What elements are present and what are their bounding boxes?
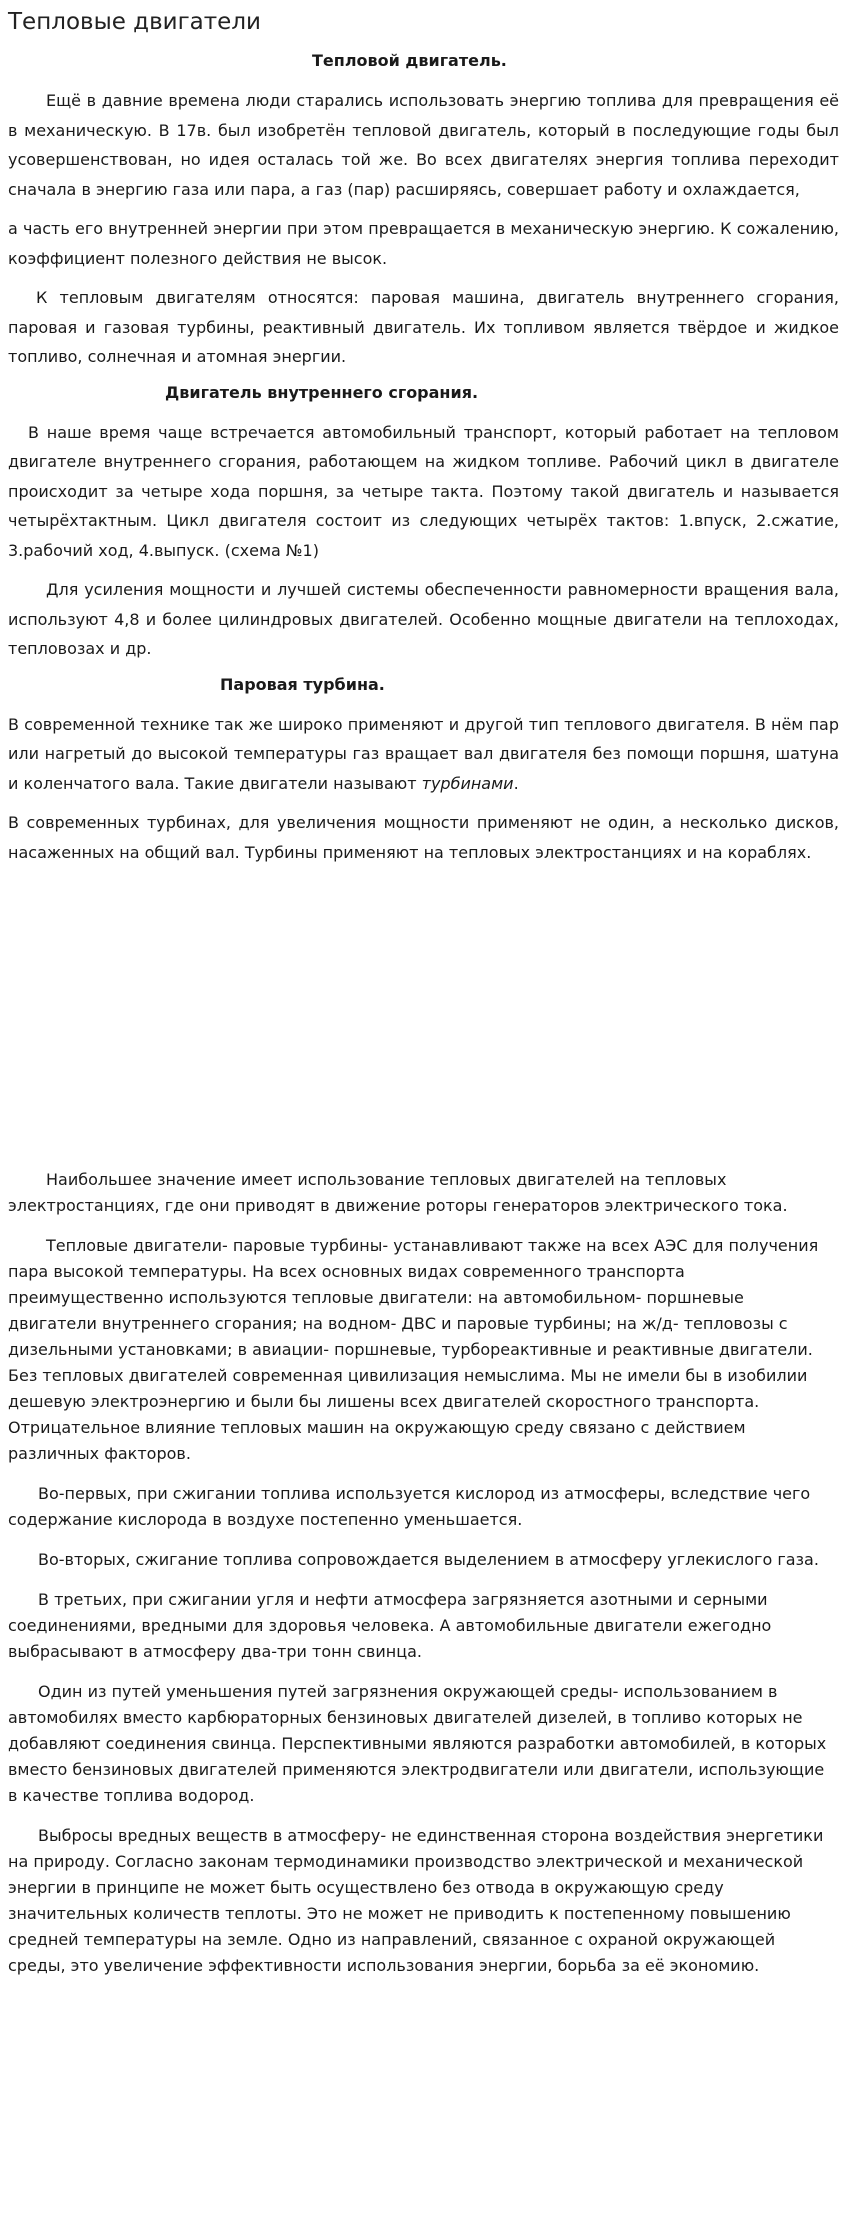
paragraph-second: Во-вторых, сжигание топлива сопровождается выделением в атмосферу углекислого газа. [38,1550,819,1569]
turbine-text: В современной технике так же широко применяют и другой тип теплового двигателя. В нём пар или нагретый до высокой температуры газ вращает вал двигателя без помощи поршня, шатуна и коленчатого вала. Такие двигатели называют [8,714,839,793]
page-title: Тепловые двигатели [8,9,261,35]
paragraph-engine-types: К тепловым двигателям относятся: паровая машина, двигатель внутреннего сгорания, паровая и газовая турбины, реактивный двигатель. Их топливом является твёрдое и жидкое топливо, солнечная и атомная энергии. [8,288,839,366]
paragraph-transport: Тепловые двигатели- паровые турбины- устанавливают также на всех АЭС для получения пара высокой температуры. На всех основных видах современного транспорта преимущественно используются тепловые двигатели: на автомобильном- поршневые двигатели внутреннего сгорания; на водном- ДВС и паровые турбины; на ж/д- тепловозы с дизельными установками; в авиации- поршневые, турбореактивные и реактивные двигатели. Без тепловых двигателей современная цивилизация немыслима. Мы не имели бы в изобилии дешевую электроэнергию и были бы лишены всех двигателей скоростного транспорта. Отрицательное влияние тепловых машин на окружающую среду связано с действием различных факторов. [8,1236,819,1463]
paragraph-ice-cycle: В наше время чаще встречается автомобильный транспорт, который работает на тепловом двигателе внутреннего сгорания, работающем на жидком топливе. Рабочий цикл в двигателе происходит за четыре хода поршня, за четыре такта. Поэтому такой двигатель и называется четырёхтактным. Цикл двигателя состоит из следующих четырёх тактов: 1.впуск, 2.сжатие, 3.рабочий ход, 4.выпуск. (схема №1) [8,422,839,560]
heading-heat-engine: Тепловой двигатель. [312,51,507,70]
paragraph-power-plants: Наибольшее значение имеет использование тепловых двигателей на тепловых электростанциях, где они приводят в движение роторы генераторов электрического тока. [8,1170,788,1215]
turbine-term: турбинами [421,773,514,793]
paragraph-first: Во-первых, при сжигании топлива используется кислород из атмосферы, вследствие чего содержание кислорода в воздухе постепенно уменьшается. [8,1484,811,1529]
lower-section [8,1167,839,1979]
turbine-end: . [513,773,519,793]
paragraph-turbine-intro [8,710,839,799]
heading-steam-turbine: Паровая турбина. [220,674,385,694]
paragraph-reduction: Один из путей уменьшения путей загрязнения окружающей среды- использованием в автомобилях вместо карбюраторных бензиновых двигателей дизелей, в топливо которых не добавляют соединения свинца. Перспективными являются разработки автомобилей, в которых вместо бензиновых двигателей применяются электродвигатели или двигатели, использующие в качестве топлива водород. [8,1682,827,1805]
paragraph-intro-continued: а часть его внутренней энергии при этом превращается в механическую энергию. К сожалению, коэффициент полезного действия не высок. [8,219,839,268]
paragraph-turbine-disks: В современных турбинах, для увеличения мощности применяют не один, а несколько дисков, насаженных на общий вал. Турбины применяют на тепловых электростанциях и на кораблях. [8,813,839,862]
paragraph-ice-power: Для усиления мощности и лучшей системы обеспеченности равномерности вращения вала, используют 4,8 и более цилиндровых двигателей. Особенно мощные двигатели на теплоходах, тепловозах и др. [8,580,839,658]
heading-ice: Двигатель внутреннего сгорания. [165,382,479,402]
paragraph-intro: Ещё в давние времена люди старались использовать энергию топлива для превращения её в механическую. В 17в. был изобретён тепловой двигатель, который в последующие годы был усовершенствован, но идея осталась той же. Во всех двигателях энергия топлива переходит сначала в энергию газа или пара, а газ (пар) расширяясь, совершает работу и охлаждается, [8,91,839,199]
paragraph-emissions: Выбросы вредных веществ в атмосферу- не единственная сторона воздействия энергетики на природу. Согласно законам термодинамики производство электрической и механической энергии в принципе не может быть осуществлено без отвода в окружающую среду значительных количеств теплоты. Это не может не приводить к постепенному повышению средней температуры на земле. Одно из направлений, связанное с охраной окружающей среды, это увеличение эффективности использования энергии, борьба за её экономию. [8,1826,824,1975]
paragraph-third: В третьих, при сжигании угля и нефти атмосфера загрязняется азотными и серными соединениями, вредными для здоровья человека. А автомобильные двигатели ежегодно выбрасывают в атмосферу два-три тонн свинца. [8,1590,772,1661]
blank-space [8,877,839,1167]
